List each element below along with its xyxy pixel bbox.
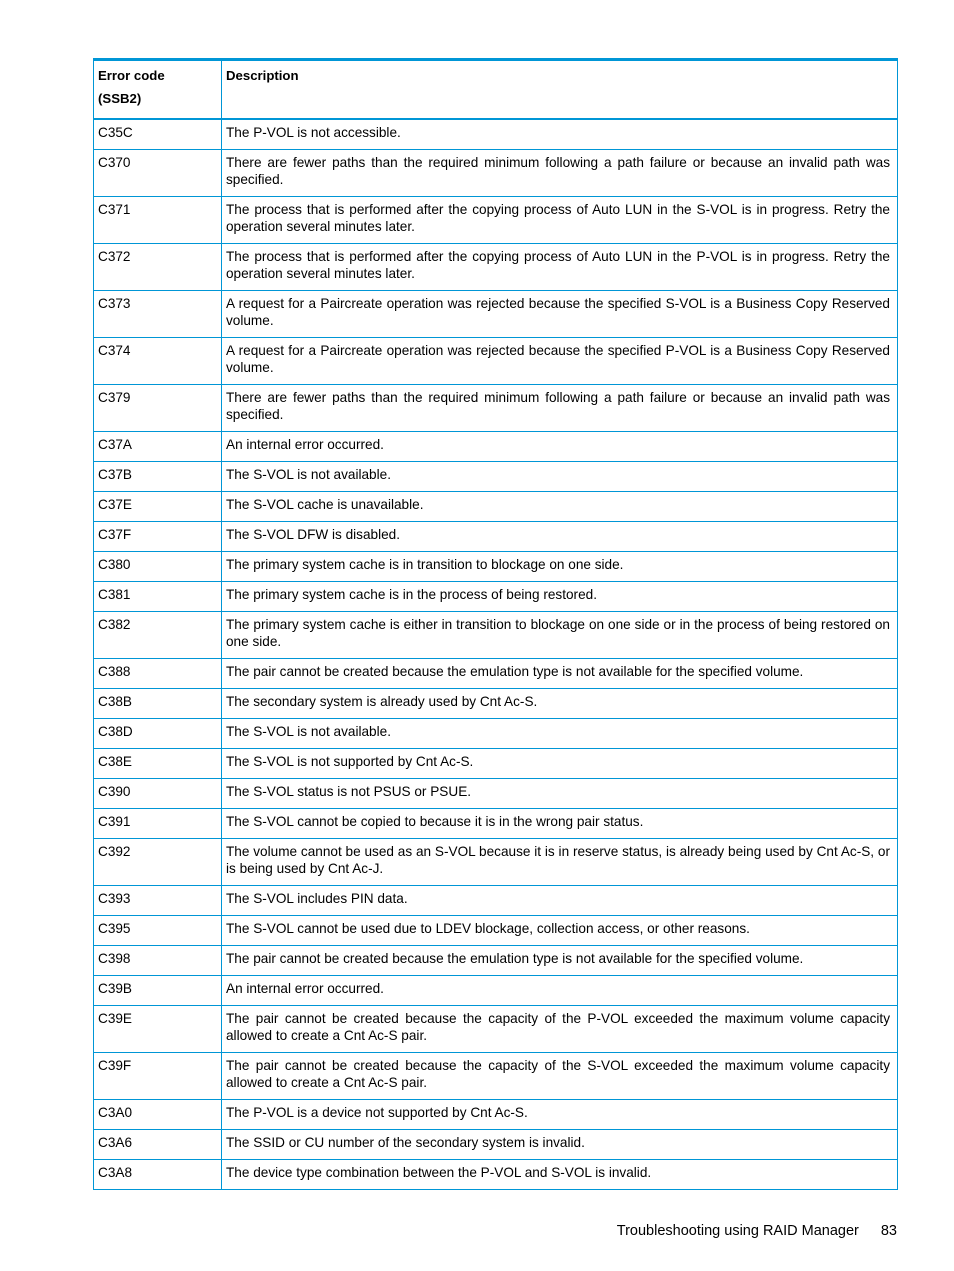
description-cell: The S-VOL cannot be copied to because it is in the wrong pair status. [222,809,898,839]
table-row [94,1160,898,1190]
footer-section-title: Troubleshooting using RAID Manager [616,1223,859,1239]
description-cell: The P-VOL is a device not supported by Cnt Ac-S. [222,1100,898,1130]
error-code-cell: C395 [94,916,222,946]
table-header-row [94,60,898,120]
error-code-cell: C38B [94,689,222,719]
error-code-cell: C390 [94,779,222,809]
description-cell: The S-VOL is not supported by Cnt Ac-S. [222,749,898,779]
error-code-cell: C372 [94,244,222,291]
description-cell: The pair cannot be created because the capacity of the P-VOL exceeded the maximum volume capacity allowed to create a Cnt Ac-S pair. [222,1006,898,1053]
table-header [94,60,898,120]
table-row [94,612,898,659]
description-cell: An internal error occurred. [222,432,898,462]
error-code-cell: C379 [94,385,222,432]
page-footer [0,1223,897,1239]
error-code-cell: C398 [94,946,222,976]
error-code-cell: C3A0 [94,1100,222,1130]
error-code-cell: C382 [94,612,222,659]
table-row [94,462,898,492]
error-code-table [93,58,898,1190]
table-row [94,582,898,612]
description-cell: The process that is performed after the copying process of Auto LUN in the S-VOL is in progress. Retry the operation several minutes later. [222,197,898,244]
description-cell: The S-VOL DFW is disabled. [222,522,898,552]
description-cell: The secondary system is already used by Cnt Ac-S. [222,689,898,719]
error-code-cell: C37E [94,492,222,522]
description-cell: The S-VOL status is not PSUS or PSUE. [222,779,898,809]
error-code-header-line2: (SSB2) [98,91,142,106]
error-code-header-line1: Error code [98,68,165,83]
error-code-cell: C3A6 [94,1130,222,1160]
table-row [94,809,898,839]
error-code-cell: C388 [94,659,222,689]
table-row [94,197,898,244]
description-cell: The primary system cache is either in transition to blockage on one side or in the process of being restored on one side. [222,612,898,659]
table-row [94,244,898,291]
description-cell: The pair cannot be created because the emulation type is not available for the specified volume. [222,946,898,976]
error-code-cell: C380 [94,552,222,582]
description-cell: The S-VOL cache is unavailable. [222,492,898,522]
description-cell: There are fewer paths than the required minimum following a path failure or because an invalid path was specified. [222,150,898,197]
table-row [94,659,898,689]
description-cell: The S-VOL cannot be used due to LDEV blockage, collection access, or other reasons. [222,916,898,946]
error-code-cell: C35C [94,119,222,150]
description-cell: The volume cannot be used as an S-VOL because it is in reserve status, is already being used by Cnt Ac-S, or is being used by Cnt Ac-J. [222,839,898,886]
description-cell: The S-VOL includes PIN data. [222,886,898,916]
page-number: 83 [880,1223,897,1239]
error-code-cell: C37A [94,432,222,462]
description-cell: The pair cannot be created because the capacity of the S-VOL exceeded the maximum volume capacity allowed to create a Cnt Ac-S pair. [222,1053,898,1100]
table-row [94,1053,898,1100]
table-body [94,119,898,1190]
error-code-cell: C37F [94,522,222,552]
table-row [94,749,898,779]
description-cell: The SSID or CU number of the secondary system is invalid. [222,1130,898,1160]
error-code-cell: C370 [94,150,222,197]
table-row [94,689,898,719]
table-row [94,552,898,582]
description-cell: The device type combination between the P-VOL and S-VOL is invalid. [222,1160,898,1190]
error-code-cell: C393 [94,886,222,916]
error-code-cell: C39F [94,1053,222,1100]
error-code-cell: C38D [94,719,222,749]
table-row [94,492,898,522]
description-column-header: Description [222,60,898,120]
error-code-cell: C374 [94,338,222,385]
error-code-cell: C391 [94,809,222,839]
error-code-cell: C3A8 [94,1160,222,1190]
table-row [94,385,898,432]
table-row [94,119,898,150]
table-row [94,946,898,976]
error-code-cell: C381 [94,582,222,612]
description-cell: An internal error occurred. [222,976,898,1006]
table-row [94,1006,898,1053]
error-code-cell: C38E [94,749,222,779]
error-code-cell: C39E [94,1006,222,1053]
table-row [94,886,898,916]
description-cell: The primary system cache is in the process of being restored. [222,582,898,612]
description-cell: The pair cannot be created because the emulation type is not available for the specified volume. [222,659,898,689]
table-row [94,839,898,886]
error-code-cell: C39B [94,976,222,1006]
table-row [94,522,898,552]
description-cell: The process that is performed after the copying process of Auto LUN in the P-VOL is in progress. Retry the operation several minutes later. [222,244,898,291]
error-code-column-header [94,60,222,120]
table-row [94,291,898,338]
error-code-cell: C392 [94,839,222,886]
description-cell: A request for a Paircreate operation was rejected because the specified P-VOL is a Business Copy Reserved volume. [222,338,898,385]
table-row [94,150,898,197]
table-row [94,432,898,462]
error-code-cell: C37B [94,462,222,492]
table-row [94,779,898,809]
description-cell: The S-VOL is not available. [222,462,898,492]
description-cell: The P-VOL is not accessible. [222,119,898,150]
error-code-cell: C373 [94,291,222,338]
table-row [94,719,898,749]
table-row [94,976,898,1006]
description-cell: The primary system cache is in transition to blockage on one side. [222,552,898,582]
table-row [94,338,898,385]
description-cell: A request for a Paircreate operation was rejected because the specified S-VOL is a Business Copy Reserved volume. [222,291,898,338]
table-row [94,1100,898,1130]
table-row [94,916,898,946]
description-cell: There are fewer paths than the required minimum following a path failure or because an invalid path was specified. [222,385,898,432]
description-cell: The S-VOL is not available. [222,719,898,749]
table-row [94,1130,898,1160]
error-code-cell: C371 [94,197,222,244]
